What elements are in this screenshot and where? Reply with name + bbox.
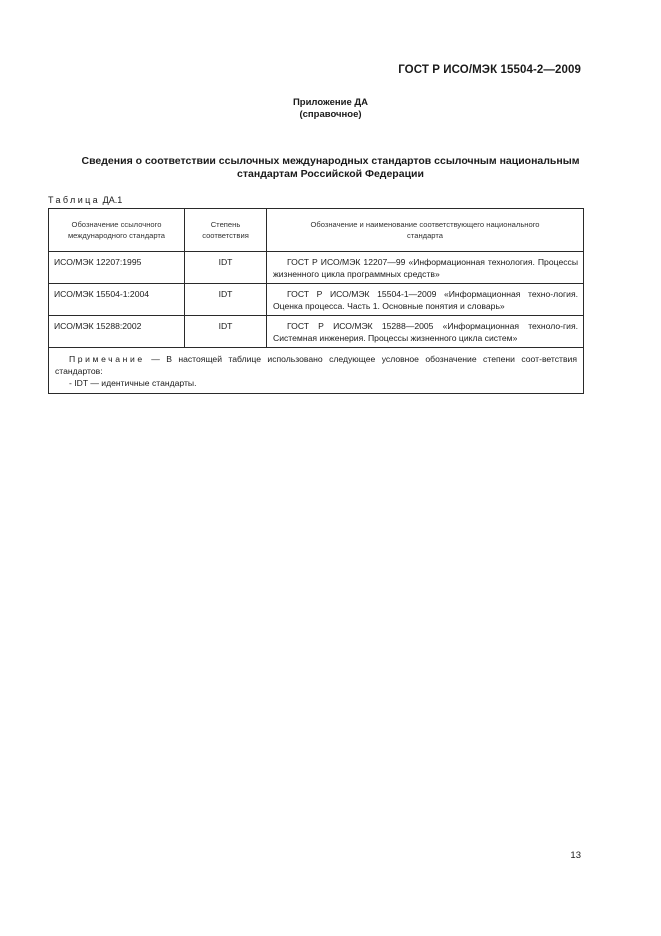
- table-row: [49, 284, 584, 316]
- table-caption-number: ДА.1: [102, 195, 123, 205]
- section-title-line-1: Сведения о соответствии ссылочных международных стандартов ссылочным национальным: [81, 155, 580, 167]
- table-row: [49, 316, 584, 348]
- section-title-line-2: стандартам Российской Федерации: [237, 168, 424, 180]
- section-title: [40, 155, 621, 181]
- table-note: [49, 348, 584, 394]
- table-note-row: [49, 348, 584, 394]
- degree-cell: IDT: [185, 316, 267, 348]
- table-row: [49, 252, 584, 284]
- note-item: - IDT — идентичные стандарты.: [69, 378, 197, 388]
- page-number: 13: [570, 850, 581, 861]
- table-header-row: [49, 209, 584, 252]
- degree-cell: IDT: [185, 252, 267, 284]
- national-standard-cell: ГОСТ Р ИСО/МЭК 15504-1—2009 «Информационная техно-логия. Оценка процесса. Часть 1. Основные понятия и словарь»: [267, 284, 584, 316]
- header-national-standard: Обозначение и наименование соответствующего национального стандарта: [267, 209, 584, 252]
- intl-standard-cell: ИСО/МЭК 15504-1:2004: [49, 284, 185, 316]
- national-standard-cell: ГОСТ Р ИСО/МЭК 12207—99 «Информационная технология. Процессы жизненного цикла программных средств»: [267, 252, 584, 284]
- degree-cell: IDT: [185, 284, 267, 316]
- note-label: Примечание: [69, 354, 145, 364]
- header-intl-standard: Обозначение ссылочного международного стандарта: [49, 209, 185, 252]
- national-standard-cell: ГОСТ Р ИСО/МЭК 15288—2005 «Информационная техноло-гия. Системная инженерия. Процессы жизненного цикла систем»: [267, 316, 584, 348]
- document-code-header: ГОСТ Р ИСО/МЭК 15504-2—2009: [398, 64, 581, 76]
- intl-standard-cell: ИСО/МЭК 15288:2002: [49, 316, 185, 348]
- note-text: Примечание — В настоящей таблице использовано следующее условное обозначение степени соот-ветствия стандартов:: [55, 354, 577, 376]
- table-caption: [48, 195, 122, 205]
- intl-standard-cell: ИСО/МЭК 12207:1995: [49, 252, 185, 284]
- standards-correspondence-table: [48, 208, 584, 394]
- appendix-heading: [0, 97, 661, 121]
- appendix-title: Приложение ДА: [292, 97, 369, 108]
- header-degree: Степень соответствия: [185, 209, 267, 252]
- appendix-subtitle: (справочное): [299, 109, 362, 120]
- table-caption-word: Таблица: [48, 195, 101, 205]
